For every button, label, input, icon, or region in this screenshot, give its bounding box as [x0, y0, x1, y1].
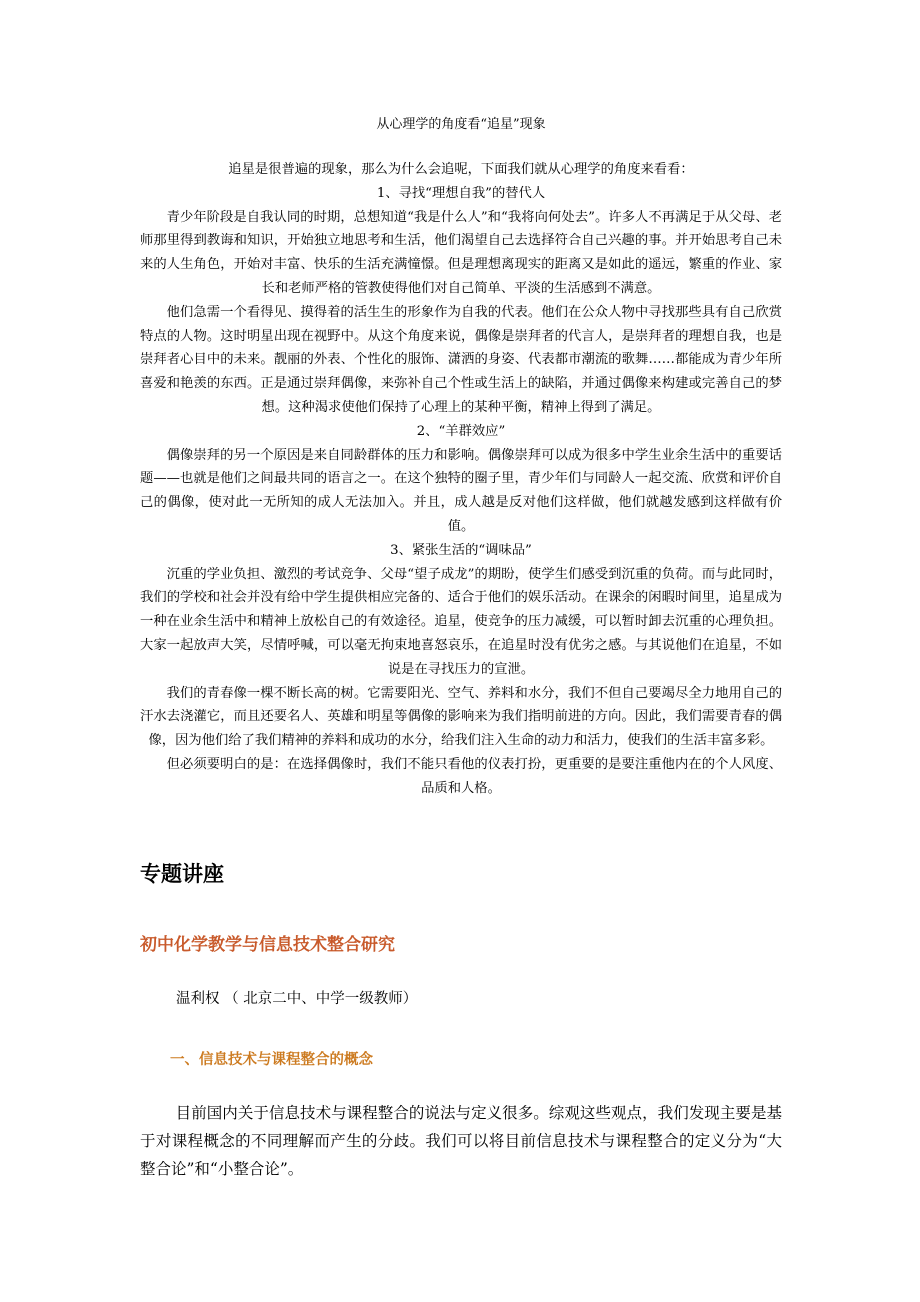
article-body [140, 158, 782, 801]
lecture-title: 初中化学教学与信息技术整合研究 [140, 935, 395, 955]
paragraph: 我们的青春像一棵不断长高的树。它需要阳光、空气、养料和水分，我们不但自己要竭尽全力地用自己的汗水去浇灌它，而且还要名人、英雄和明星等偶像的影响来为我们指明前进的方向。因此，我们需要青春的偶像，因为他们给了我们精神的养料和成功的水分，给我们注入生命的动力和活力，使我们的生活丰富多彩。 [140, 685, 782, 749]
lecture-subheading: 一、信息技术与课程整合的概念 [170, 1052, 373, 1068]
section-heading-1: 1、寻找“理想自我”的替代人 [376, 185, 546, 201]
section-heading-2: 2、“羊群效应” [416, 423, 506, 439]
lecture-body-paragraph: 目前国内关于信息技术与课程整合的说法与定义很多。综观这些观点，我们发现主要是基于对课程概念的不同理解而产生的分歧。我们可以将目前信息技术与课程整合的定义分为“大整合论”和“小整合论”。 [140, 1104, 782, 1178]
paragraph: 偶像崇拜的另一个原因是来自同龄群体的压力和影响。偶像崇拜可以成为很多中学生业余生活中的重要话题——也就是他们之间最共同的语言之一。在这个独特的圈子里，青少年们与同龄人一起交流、欣赏和评价自己的偶像，使对此一无所知的成人无法加入。并且，成人越是反对他们这样做，他们就越发感到这样做有价值。 [140, 447, 782, 534]
paragraph: 他们急需一个看得见、摸得着的活生生的形象作为自我的代表。他们在公众人物中寻找那些具有自己欣赏特点的人物。这时明星出现在视野中。从这个角度来说，偶像是崇拜者的代言人，是崇拜者的理想自我，也是崇拜者心目中的未来。靓丽的外表、个性化的服饰、潇洒的身姿、代表都市潮流的歌舞……都能成为青少年所喜爱和艳羡的东西。正是通过崇拜偶像，来弥补自己个性或生活上的缺陷，并通过偶像来构建或完善自己的梦想。这种渴求使他们保持了心理上的某种平衡，精神上得到了满足。 [140, 304, 782, 415]
author-line: 温利权 （ 北京二中、中学一级教师） [176, 991, 418, 1007]
paragraph: 沉重的学业负担、激烈的考试竞争、父母“望子成龙”的期盼，使学生们感受到沉重的负荷。而与此同时，我们的学校和社会并没有给中学生提供相应完备的、适合于他们的娱乐活动。在课余的闲暇时间里，追星成为一种在业余生活中和精神上放松自己的有效途径。追星，使竞争的压力减缓，可以暂时卸去沉重的心理负担。大家一起放声大笑，尽情呼喊，可以毫无拘束地喜怒哀乐，在追星时没有优劣之感。与其说他们在追星，不如说是在寻找压力的宣泄。 [140, 566, 782, 677]
article-title: 从心理学的角度看“追星”现象 [376, 117, 546, 132]
paragraph: 但必须要明白的是：在选择偶像时，我们不能只看他的仪表打扮，更重要的是要注重他内在的个人风度、品质和人格。 [166, 756, 782, 796]
paragraph: 青少年阶段是自我认同的时期，总想知道“我是什么人”和“我将向何处去”。许多人不再满足于从父母、老师那里得到教诲和知识，开始独立地思考和生活，他们渴望自己去选择符合自己兴趣的事。并开始思考自己未来的人生角色，开始对丰富、快乐的生活充满憧憬。但是理想离现实的距离又是如此的遥远，繁重的作业、家长和老师严格的管教使得他们对自己简单、平淡的生活感到不满意。 [140, 209, 782, 296]
lecture-section-heading: 专题讲座 [140, 862, 224, 886]
article-intro: 追星是很普遍的现象，那么为什么会追呢，下面我们就从心理学的角度来看看： [228, 162, 694, 177]
section-heading-3: 3、紧张生活的“调味品” [390, 542, 532, 558]
